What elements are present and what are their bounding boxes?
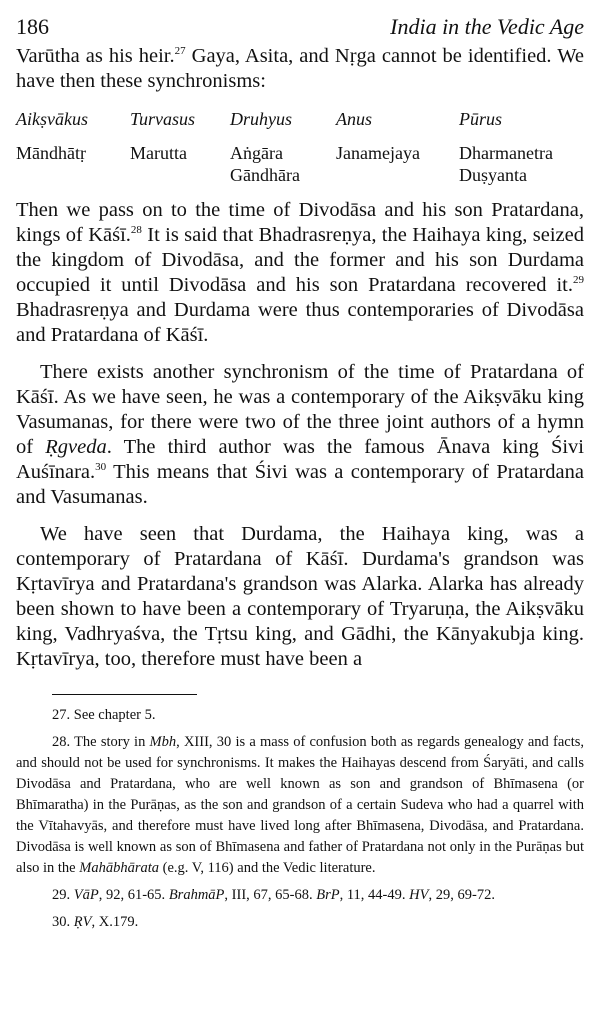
fn29-text-4: , 29, 69-72.: [428, 887, 495, 903]
footnote-ref-30[interactable]: 30: [95, 461, 107, 474]
fn30-text: , X.179.: [91, 914, 139, 930]
fn28-text-a: 28. The story in: [52, 734, 150, 750]
fn29-brp: BrP: [316, 887, 340, 903]
para2-text-a: Then we pass on to the time of Divodāsa and his son Pratardana, kings of Kāśī.: [16, 199, 584, 246]
footnote-30: [16, 912, 584, 933]
table-cell: Dharmanetra Duṣyanta: [459, 143, 553, 185]
footnote-27: 27. See chapter 5.: [52, 707, 156, 723]
para3-text-a: There exists another synchronism of the time of Pratardana of Kāśī. As we have seen, he was a contemporary of the Aikṣvāku king Vasumanas, for there were two of the three joint authors of a hymn of: [16, 361, 584, 458]
fn30-num: 30.: [52, 914, 74, 930]
paragraph-divodasa: [16, 198, 584, 348]
table-header-cell: Turvasus: [130, 109, 196, 129]
synchronisms-table: [16, 108, 584, 186]
table-cell: Marutta: [130, 143, 187, 163]
footnote-28: [16, 732, 584, 879]
intro-paragraph: [16, 44, 584, 94]
footnote-divider: [52, 694, 197, 695]
fn29-vap: VāP: [73, 887, 99, 903]
running-title: India in the Vedic Age: [390, 14, 584, 39]
fn28-mahabharata: Mahābhārata: [79, 860, 159, 876]
paragraph-durdama: We have seen that Durdama, the Haihaya king, was a contemporary of Pratardana of Kāśī. Durdama's grandson was Kṛtavīrya and Pratardana's grandson was Alarka. Alarka has already been shown to have been a contemporary of Tryaruṇa, the Aikṣvāku king, Vadhryaśva, the Tṛtsu king, and Gādhi, the Kānyakubja king. Kṛtavīrya, too, therefore must have been a: [16, 523, 584, 670]
fn28-text-c: (e.g. V, 116) and the Vedic literature.: [158, 860, 376, 876]
page-number: 186: [16, 14, 49, 39]
table-cell: Māndhātṛ: [16, 143, 86, 163]
fn29-hv: HV: [409, 887, 429, 903]
footnote-ref-28[interactable]: 28: [130, 224, 142, 237]
fn29-text-1: , 92, 61-65.: [98, 887, 169, 903]
fn29-text-3: , 11, 44-49.: [339, 887, 410, 903]
table-header-cell: Pūrus: [459, 109, 503, 129]
para3-text-c: This means that Śivi was a contemporary of Pratardana and Vasumanas.: [16, 461, 584, 508]
page-header: [16, 14, 584, 40]
para2-text-c: Bhadrasreṇya and Durdama were thus contemporaries of Divodāsa and Pratardana of Kāśī.: [16, 299, 584, 346]
fn29-brahmap: BrahmāP: [168, 887, 225, 903]
footnote-ref-27[interactable]: 27: [174, 45, 186, 58]
table-header-cell: Druhyus: [230, 109, 292, 129]
fn29-text-2: , III, 67, 65-68.: [224, 887, 317, 903]
footnote-ref-29[interactable]: 29: [573, 274, 584, 287]
table-header-cell: Aikṣvākus: [16, 109, 88, 129]
table-header-cell: Anus: [336, 109, 372, 129]
table-cell: Aṅgāra Gāndhāra: [230, 143, 300, 185]
table-cell: Janamejaya: [336, 143, 420, 163]
footnote-29: [16, 885, 584, 906]
para3-text-b: . The third author was the famous Ānava king Śivi Auśīnara.: [16, 436, 585, 483]
rgveda-title: Ṛgveda: [45, 436, 107, 458]
intro-text-rest: Gaya, Asita, and Nṛga cannot be identified. We have then these synchronisms:: [16, 45, 584, 92]
paragraph-pratardana: [16, 360, 584, 510]
fn30-rv: ṚV: [73, 914, 92, 930]
intro-text: Varūtha as his heir.: [16, 45, 175, 67]
fn28-text-b: , XIII, 30 is a mass of confusion both as regards genealogy and facts, and should not be used for synchronisms. It makes the Haihayas descend from Śaryāti, and calls Divodāsa and Pratardana, who are well known as son and grandson of Bhīmasena (or Bhīmaratha) in the Purāṇas, as the son and grandson of a certain Sudeva who had a quarrel with the Vītahavyās, and therefore must have lived long after Bhīmasena, Divodāsa, and Pratardana. Divodāsa is well known as son of Bhīmasena and father of Pratardana not only in the Purāṇas but also in the: [16, 734, 584, 876]
para2-text-b: It is said that Bhadrasreṇya, the Haihaya king, seized the kingdom of Divodāsa, and the former and his son Durdama occupied it until Divodāsa and his son Pratardana recovered it.: [16, 224, 584, 296]
fn28-mbh: Mbh: [149, 734, 177, 750]
fn29-num: 29.: [52, 887, 74, 903]
